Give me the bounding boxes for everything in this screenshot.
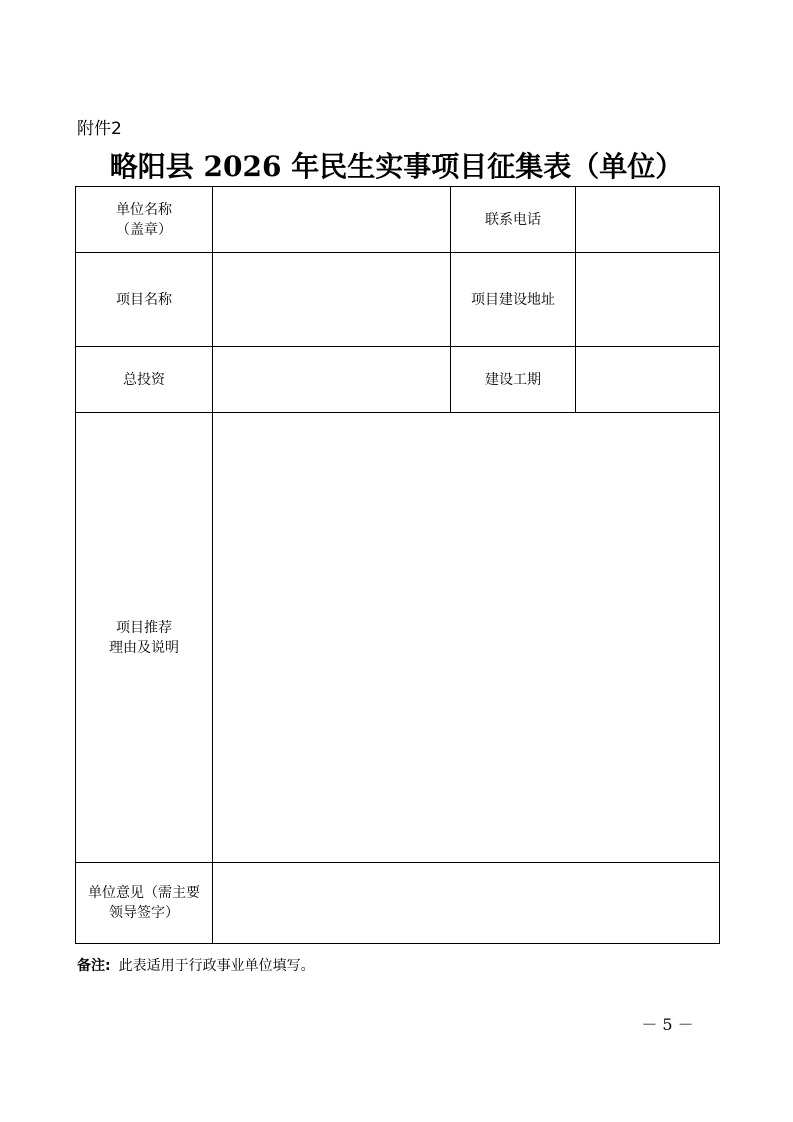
table-row: [76, 187, 720, 253]
phone-field[interactable]: [576, 187, 720, 253]
table-row: [76, 863, 720, 944]
recommendation-reason-label: 理由及说明: [109, 639, 179, 656]
total-investment-label-cell: [76, 347, 213, 413]
table-row: [76, 347, 720, 413]
phone-label: 联系电话: [485, 211, 541, 228]
unit-name-label: 单位名称: [116, 201, 172, 218]
total-investment-field[interactable]: [213, 347, 451, 413]
unit-opinion-label-cell: [76, 863, 213, 944]
project-address-label-cell: [451, 253, 576, 347]
project-name-label-cell: [76, 253, 213, 347]
table-row: [76, 253, 720, 347]
project-address-label: 项目建设地址: [471, 291, 555, 308]
recommendation-field[interactable]: [213, 413, 720, 863]
unit-name-label-cell: [76, 187, 213, 253]
collection-form-table: [75, 186, 720, 944]
unit-opinion-label: 单位意见（需主要: [88, 885, 200, 901]
project-address-field[interactable]: [576, 253, 720, 347]
note-label: 备注:: [77, 958, 111, 974]
page-number: － 5 －: [641, 1015, 694, 1034]
unit-opinion-field[interactable]: [213, 863, 720, 944]
recommendation-label-cell: [76, 413, 213, 863]
project-name-field[interactable]: [213, 253, 451, 347]
form-note: [77, 955, 315, 977]
attachment-label: 附件2: [77, 119, 122, 139]
project-name-label: 项目名称: [116, 291, 172, 308]
note-text: 此表适用于行政事业单位填写。: [118, 958, 315, 974]
page-title: 略阳县 2026 年民生实事项目征集表（单位）: [109, 150, 684, 183]
construction-period-label-cell: [451, 347, 576, 413]
seal-label: （盖章）: [116, 221, 172, 238]
total-investment-label: 总投资: [123, 371, 165, 388]
phone-label-cell: [451, 187, 576, 253]
construction-period-field[interactable]: [576, 347, 720, 413]
unit-name-field[interactable]: [213, 187, 451, 253]
recommendation-label: 项目推荐: [116, 619, 172, 636]
leader-signature-label: 领导签字）: [109, 905, 179, 921]
table-row: [76, 413, 720, 863]
construction-period-label: 建设工期: [485, 371, 541, 388]
